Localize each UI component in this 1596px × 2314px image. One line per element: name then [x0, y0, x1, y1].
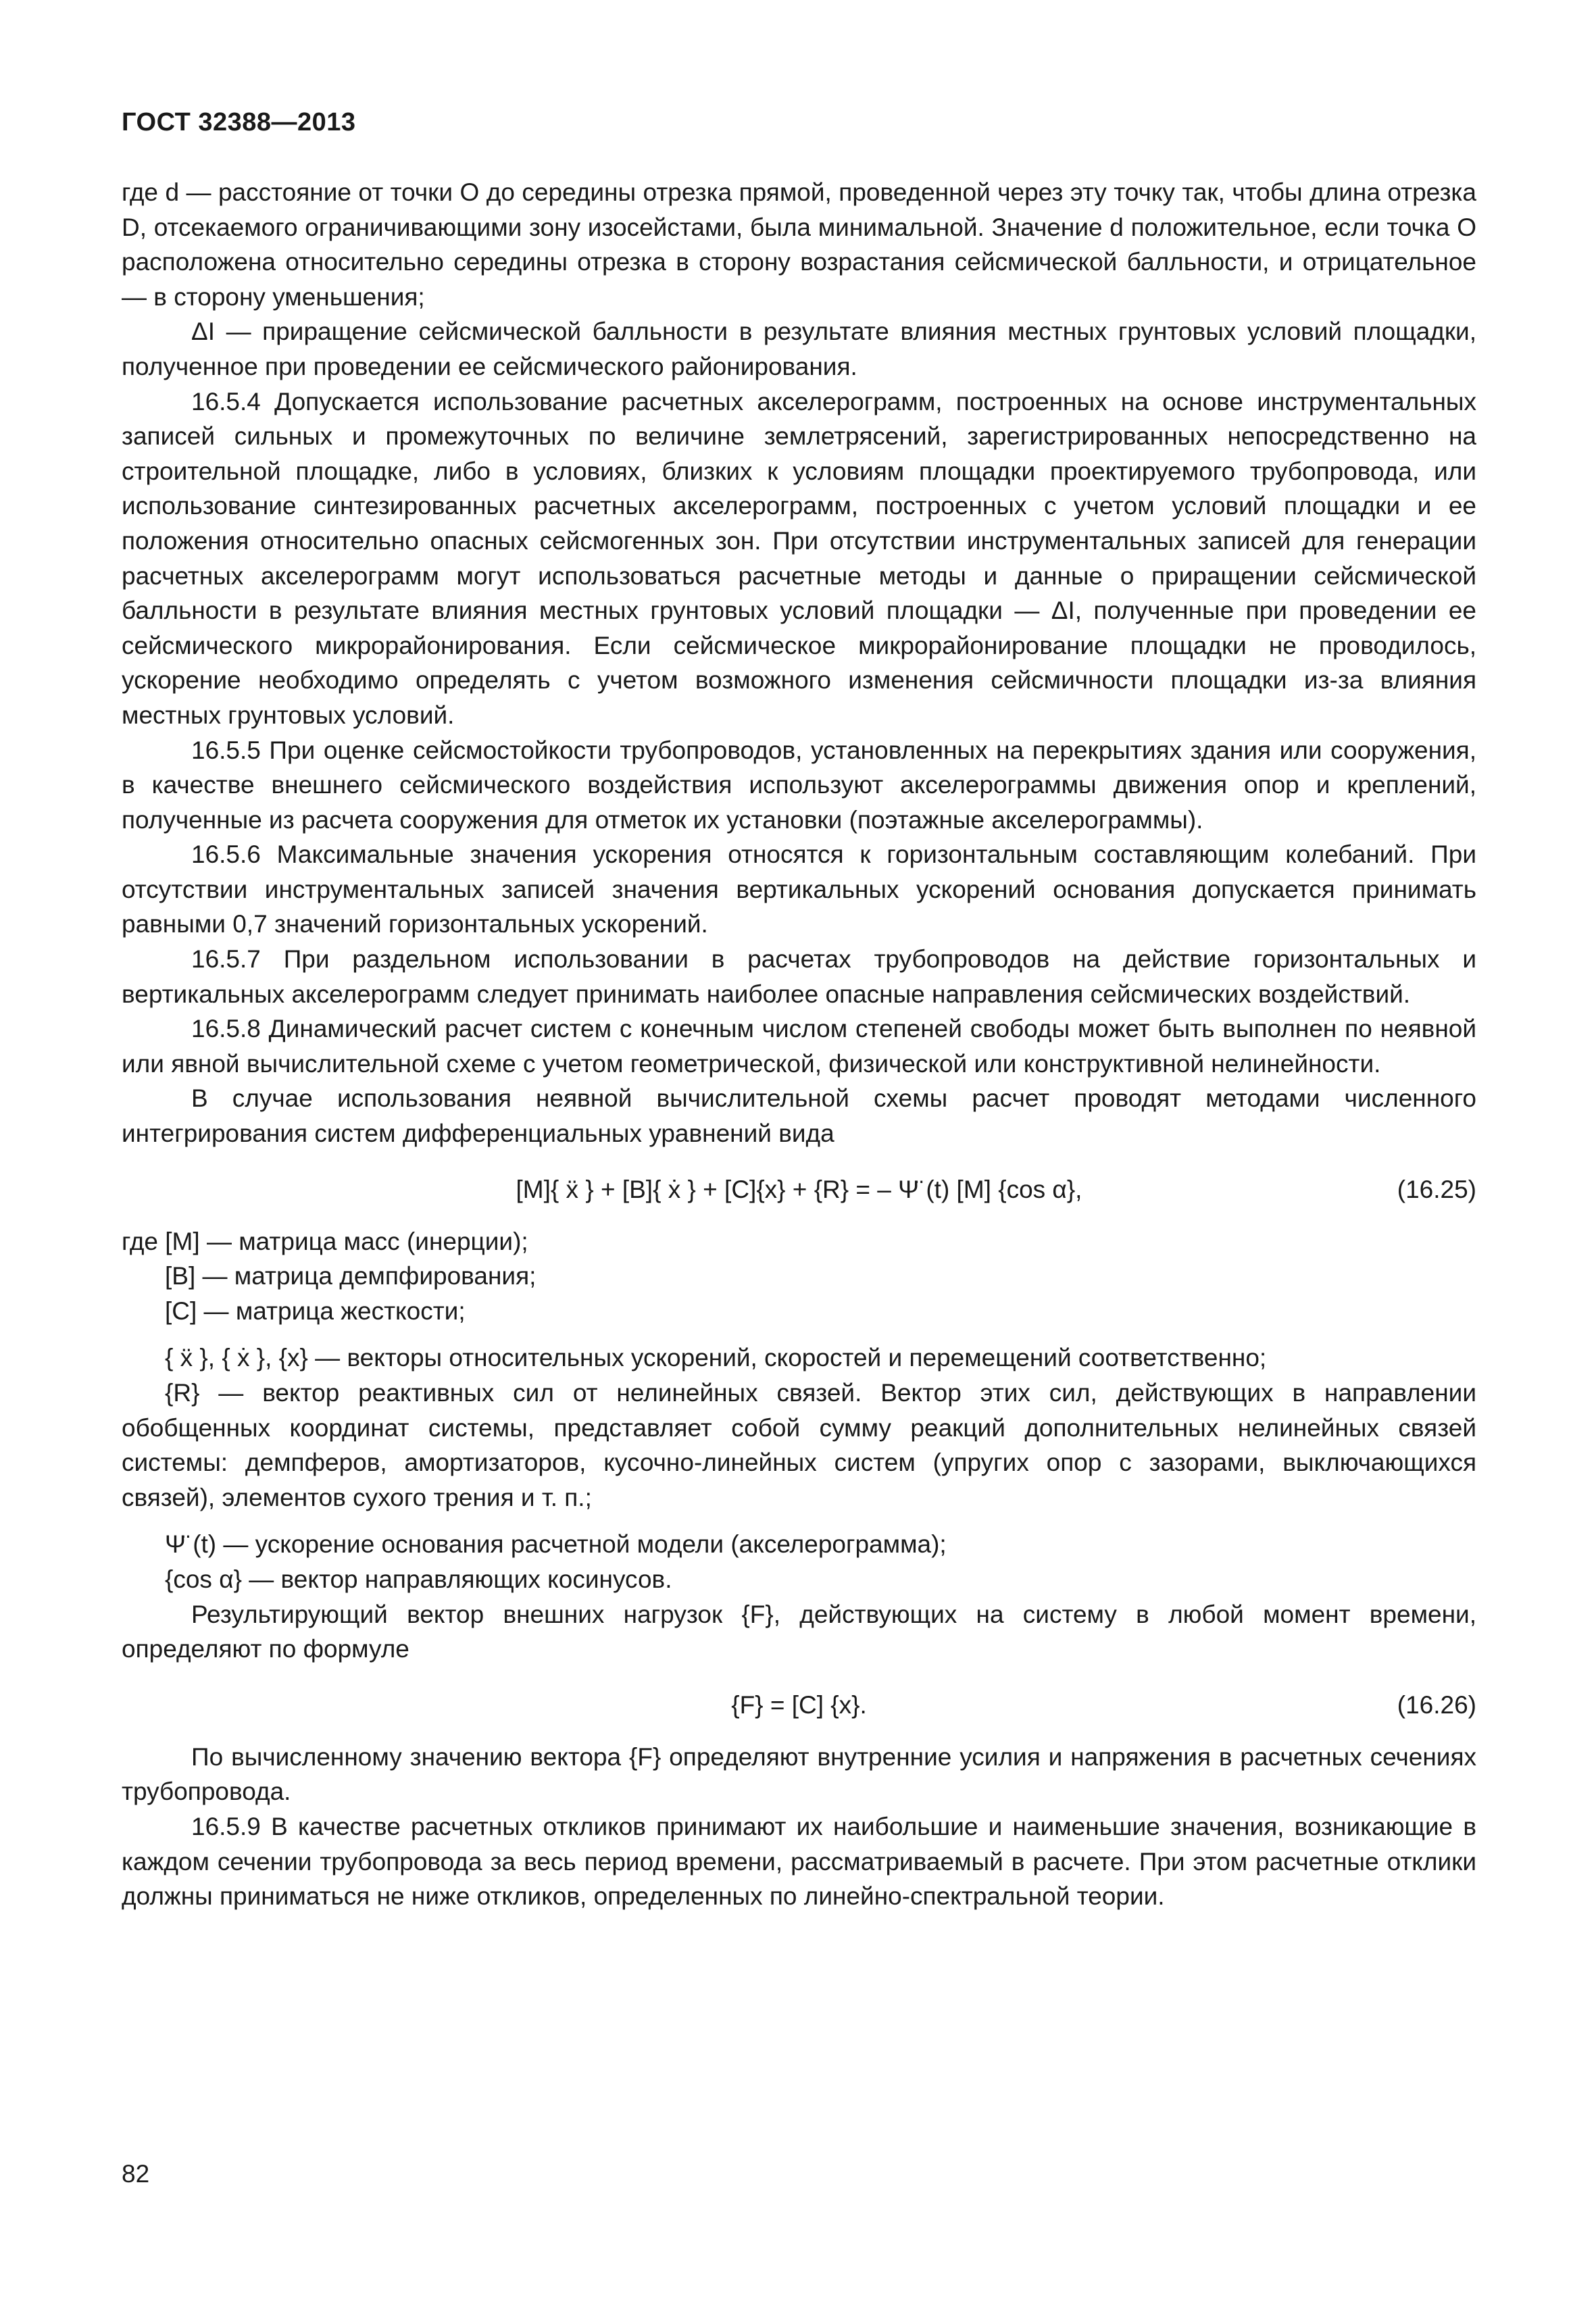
equation-16-25-number: (16.25) — [1397, 1175, 1476, 1203]
definition-vectors: { ẍ }, { ẋ }, {x} — векторы относительных ускорений, скоростей и перемещений соответственно; — [165, 1344, 1267, 1372]
paragraph-16-5-8: 16.5.8 Динамический расчет систем с конечным числом степеней свободы может быть выполнен по неявной или явной вычислительной схеме с учетом геометрической, физической или конструктивной нелинейности. — [122, 1015, 1476, 1078]
paragraph-implicit-scheme: В случае использования неявной вычислительной схемы расчет проводят методами численного интегрирования систем дифференциальных уравнений вида — [122, 1084, 1476, 1148]
equation-16-26-formula: {F} = [C] {x}. — [731, 1690, 867, 1719]
paragraph-16-5-6: 16.5.6 Максимальные значения ускорения относятся к горизонтальным составляющим колебаний. При отсутствии инструментальных записей значения вертикальных ускорений основания допускается принимать равными 0,7 значений горизонтальных ускорений. — [122, 840, 1476, 938]
definition-mass-matrix: где [M] — матрица масс (инерции); — [122, 1227, 528, 1255]
definition-reaction-vector: {R} — вектор реактивных сил от нелинейных связей. Вектор этих сил, действующих в направлении обобщенных координат системы, представляет собой сумму реакций дополнительных нелинейных связей системы: демпферов, амортизаторов, кусочно-линейных систем (упругих опор с зазорами, выключающихся связей), элементов сухого трения и т. п.; — [122, 1379, 1476, 1511]
paragraph-16-5-5: 16.5.5 При оценке сейсмостойкости трубопроводов, установленных на перекрытиях здания или сооружения, в качестве внешнего сейсмического воздействия используют акселерограммы движения опор и креплений, полученные из расчета сооружения для отметок их установки (поэтажные акселерограммы). — [122, 736, 1476, 834]
equation-16-26-number: (16.26) — [1397, 1690, 1476, 1719]
definition-cosine-vector: {cos α} — вектор направляющих косинусов. — [165, 1565, 672, 1593]
definition-stiffness-matrix: [C] — матрица жесткости; — [165, 1297, 466, 1325]
paragraph-16-5-9: 16.5.9 В качестве расчетных откликов принимают их наибольшие и наименьшие значения, возникающие в каждом сечении трубопровода за весь период времени, рассматриваемый в расчете. При этом расчетные отклики должны приниматься не ниже откликов, определенных по линейно-спектральной теории. — [122, 1812, 1476, 1911]
paragraph-16-5-4: 16.5.4 Допускается использование расчетных акселерограмм, построенных на основе инструментальных записей сильных и промежуточных по величине землетрясений, зарегистрированных непосредственно на строительной площадке, либо в условиях, близких к условиям площадки проектируемого трубопровода, или использование синтезированных расчетных акселерограмм, построенных с учетом условий площадки и ее положения относительно опасных сейсмогенных зон. При отсутствии инструментальных записей для генерации расчетных акселерограмм могут использоваться расчетные методы и данные о приращении сейсмической балльности в результате влияния местных грунтовых условий площадки — ΔI, полученные при проведении ее сейсмического микрорайонирования. Если сейсмическое микрорайонирование площадки не проводилось, ускорение необходимо определять с учетом возможного изменения сейсмичности площадки из-за влияния местных грунтовых условий. — [122, 387, 1476, 729]
definition-base-acceleration: Ψ̈ (t) — ускорение основания расчетной модели (акселерограмма); — [165, 1530, 947, 1559]
paragraph-delta-i-definition: ΔI — приращение сейсмической балльности в результате влияния местных грунтовых условий площадки, полученное при проведении ее сейсмического районирования. — [122, 318, 1476, 380]
document-page — [122, 108, 1476, 2270]
paragraph-internal-forces: По вычисленному значению вектора {F} определяют внутренние усилия и напряжения в расчетных сечениях трубопровода. — [122, 1742, 1476, 1806]
document-header: ГОСТ 32388—2013 — [122, 108, 356, 136]
equation-16-26 — [122, 1687, 1476, 1724]
paragraph-d-definition: где d — расстояние от точки О до середины отрезка прямой, проведенной через эту точку так, чтобы длина отрезка D, отсекаемого ограничивающими зону изосейстами, была минимальной. Значение d положительное, если точка О расположена относительно середины отрезка в сторону возрастания сейсмической балльности, и отрицательное — в сторону уменьшения; — [122, 178, 1476, 311]
paragraph-result-vector: Результирующий вектор внешних нагрузок {F}, действующих на систему в любой момент времени, определяют по формуле — [122, 1600, 1476, 1663]
equation-16-25 — [122, 1172, 1476, 1208]
paragraph-16-5-7: 16.5.7 При раздельном использовании в расчетах трубопроводов на действие горизонтальных и вертикальных акселерограмм следует принимать наиболее опасные направления сейсмических воздействий. — [122, 945, 1476, 1008]
page-number: 82 — [122, 2160, 150, 2188]
definition-damping-matrix: [B] — матрица демпфирования; — [165, 1262, 537, 1290]
equation-16-25-formula: [M]{ ẍ } + [B]{ ẋ } + [C]{x} + {R} = – Ψ̈ (t) [M] {cos α}, — [516, 1175, 1082, 1203]
